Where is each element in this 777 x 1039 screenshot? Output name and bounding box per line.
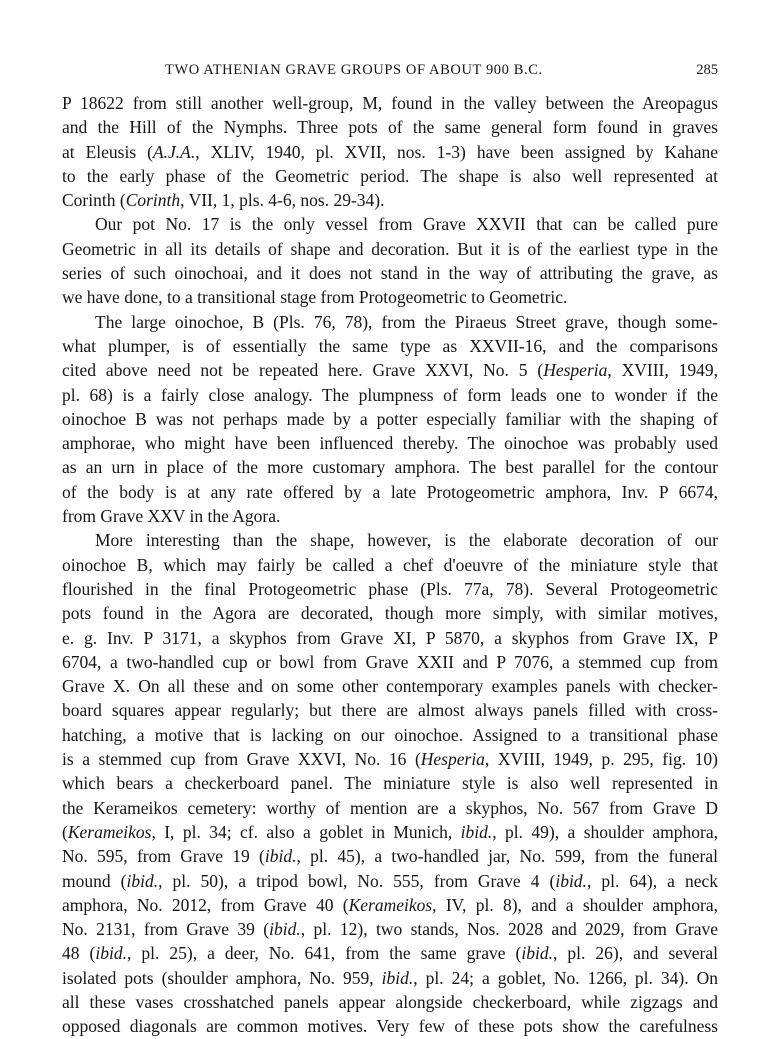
text-segment: , IV, pl. 8), and a shoulder amphora,	[432, 894, 718, 915]
text-segment: The large oinochoe, B (Pls. 76, 78), from the Piraeus Street grave, though some-	[95, 311, 718, 332]
text-line	[62, 844, 718, 868]
italic-citation: Hesperia	[543, 360, 608, 381]
text-line	[62, 650, 718, 674]
text-segment: amphora, No. 2012, from Grave 40 (	[62, 894, 349, 915]
text-segment: 6704, a two-handled cup or bowl from Grave XXII and P 7076, a stemmed cup from	[62, 651, 718, 672]
italic-citation: ibid.	[269, 919, 301, 940]
text-segment: , VII, 1, pls. 4-6, nos. 29-34).	[180, 190, 385, 211]
italic-citation: ibid.	[555, 870, 587, 891]
running-title: TWO ATHENIAN GRAVE GROUPS OF ABOUT 900 B.C.	[165, 62, 543, 78]
text-segment: , pl. 26), and several	[552, 943, 718, 964]
text-segment: Geometric in all its details of shape and decoration. But it is of the earliest type in the	[62, 238, 718, 259]
text-segment: , pl. 49), a shoulder amphora,	[492, 821, 718, 842]
text-line	[62, 334, 718, 358]
text-segment: cited above need not be repeated here. Grave XXVI, No. 5 (	[62, 360, 544, 381]
text-line	[62, 723, 718, 747]
text-segment: , pl. 24; a goblet, No. 1266, pl. 34). On	[413, 967, 718, 988]
text-segment: Corinth (	[62, 190, 126, 211]
text-line	[62, 941, 718, 965]
text-segment: oinochoe B, which may fairly be called a chef d'oeuvre of the miniature style that	[62, 554, 718, 575]
text-line	[62, 528, 718, 552]
italic-citation: ibid.	[126, 870, 159, 891]
text-line	[62, 771, 718, 795]
text-line	[62, 966, 718, 990]
text-line	[62, 1014, 718, 1038]
text-line	[62, 553, 718, 577]
text-segment: No. 595, from Grave 19 (	[62, 846, 265, 867]
paragraph	[62, 528, 718, 1038]
text-segment: is a stemmed cup from Grave XXVI, No. 16 (	[62, 749, 421, 770]
text-segment: , pl. 25), a deer, No. 641, from the same grave (	[126, 943, 522, 964]
text-segment: amphorae, who might have been influenced thereby. The oinochoe was probably used	[62, 433, 718, 454]
text-line	[62, 383, 718, 407]
text-line	[62, 577, 718, 601]
text-segment: as an urn in place of the more customary amphora. The best parallel for the contour	[62, 457, 718, 478]
text-segment: 48 (	[62, 943, 96, 964]
text-segment: More interesting than the shape, however, is the elaborate decoration of our	[95, 530, 718, 551]
text-segment: , XLIV, 1940, pl. XVII, nos. 1-3) have been assigned by Kahane	[195, 141, 718, 162]
text-line	[62, 115, 718, 139]
text-segment: pl. 68) is a fairly close analogy. The plumpness of form leads one to wonder if the	[62, 384, 718, 405]
text-segment: mound (	[62, 870, 127, 891]
text-segment: and the Hill of the Nymphs. Three pots of the same general form found in graves	[62, 117, 718, 138]
text-line	[62, 285, 718, 309]
text-segment: of the body is at any rate offered by a late Protogeometric amphora, Inv. P 6674,	[62, 481, 718, 502]
text-segment: isolated pots (shoulder amphora, No. 959,	[62, 967, 382, 988]
text-line	[62, 869, 718, 893]
text-line	[62, 626, 718, 650]
text-segment: , pl. 64), a neck	[586, 870, 718, 891]
text-segment: board squares appear regularly; but there are almost always panels filled with cross-	[62, 700, 718, 721]
text-segment: series of such oinochoai, and it does not stand in the way of attributing the grave, as	[62, 263, 718, 284]
text-line	[62, 601, 718, 625]
text-line	[62, 504, 718, 528]
italic-citation: ibid.	[460, 821, 493, 842]
text-line	[62, 917, 718, 941]
text-segment: , I, pl. 34; cf. also a goblet in Munich,	[151, 821, 461, 842]
text-line	[62, 407, 718, 431]
italic-citation: A.J.A.	[152, 141, 196, 162]
text-segment: P 18622 from still another well-group, M, found in the valley between the Areopagus	[62, 93, 718, 113]
text-segment: Grave X. On all these and on some other contemporary examples panels with checker-	[62, 676, 718, 697]
text-segment: oinochoe B was not perhaps made by a potter especially familiar with the shaping of	[62, 408, 718, 429]
text-line	[62, 820, 718, 844]
text-segment: the Kerameikos cemetery: worthy of mention are a skyphos, No. 567 from Grave D	[62, 797, 718, 818]
text-segment: , XVIII, 1949,	[607, 360, 718, 381]
text-segment: which bears a checkerboard panel. The miniature style is also well represented in	[62, 773, 718, 794]
text-line	[62, 893, 718, 917]
running-header	[62, 58, 718, 84]
text-segment: , pl. 50), a tripod bowl, No. 555, from Grave 4 (	[158, 870, 556, 891]
text-line	[62, 310, 718, 334]
text-segment: pots found in the Agora are decorated, though more simply, with similar motives,	[62, 603, 718, 624]
text-line	[62, 91, 718, 115]
text-line	[62, 164, 718, 188]
italic-citation: ibid.	[264, 846, 297, 867]
text-line	[62, 237, 718, 261]
text-line	[62, 480, 718, 504]
paragraph	[62, 212, 718, 309]
text-segment: at Eleusis (	[62, 141, 153, 162]
text-segment: (	[62, 821, 68, 842]
text-segment: opposed diagonals are common motives. Very few of these pots show the carefulness	[62, 1016, 718, 1037]
italic-citation: Corinth	[125, 190, 181, 211]
text-line	[62, 188, 718, 212]
italic-citation: Hesperia	[420, 749, 485, 770]
text-segment: , XVIII, 1949, p. 295, fig. 10)	[484, 749, 718, 770]
text-line	[62, 431, 718, 455]
text-segment: to the early phase of the Geometric period. The shape is also well represented at	[62, 165, 718, 186]
body-text	[62, 91, 718, 1039]
text-segment: No. 2131, from Grave 39 (	[62, 919, 270, 940]
text-segment: e. g. Inv. P 3171, a skyphos from Grave XI, P 5870, a skyphos from Grave IX, P	[62, 627, 718, 648]
text-segment: what plumper, is of essentially the same type as XXVII-16, and the comparisons	[62, 335, 718, 356]
text-segment: , pl. 12), two stands, Nos. 2028 and 2029, from Grave	[300, 919, 718, 940]
paragraph	[62, 310, 718, 529]
text-line	[62, 674, 718, 698]
paragraph	[62, 91, 718, 212]
text-segment: we have done, to a transitional stage from Protogeometric to Geometric.	[62, 287, 568, 308]
text-line	[62, 455, 718, 479]
text-line	[62, 140, 718, 164]
italic-citation: Kerameikos	[348, 894, 433, 915]
text-line	[62, 796, 718, 820]
italic-citation: ibid.	[381, 967, 414, 988]
text-segment: from Grave XXV in the Agora.	[62, 506, 281, 527]
text-segment: flourished in the final Protogeometric phase (Pls. 77a, 78). Several Protogeometric	[62, 578, 718, 599]
italic-citation: ibid.	[521, 943, 553, 964]
text-line	[62, 261, 718, 285]
text-segment: , pl. 45), a two-handled jar, No. 599, from the funeral	[296, 846, 718, 867]
text-line	[62, 990, 718, 1014]
text-line	[62, 358, 718, 382]
text-segment: Our pot No. 17 is the only vessel from Grave XXVII that can be called pure	[95, 214, 718, 235]
page-number: 285	[696, 62, 718, 78]
italic-citation: ibid.	[95, 943, 127, 964]
text-line	[62, 698, 718, 722]
text-line	[62, 747, 718, 771]
text-segment: all these vases crosshatched panels appear alongside checkerboard, while zigzags and	[62, 991, 718, 1012]
italic-citation: Kerameikos	[67, 821, 152, 842]
text-line	[62, 212, 718, 236]
text-segment: hatching, a motive that is lacking on our oinochoe. Assigned to a transitional phase	[62, 724, 718, 745]
